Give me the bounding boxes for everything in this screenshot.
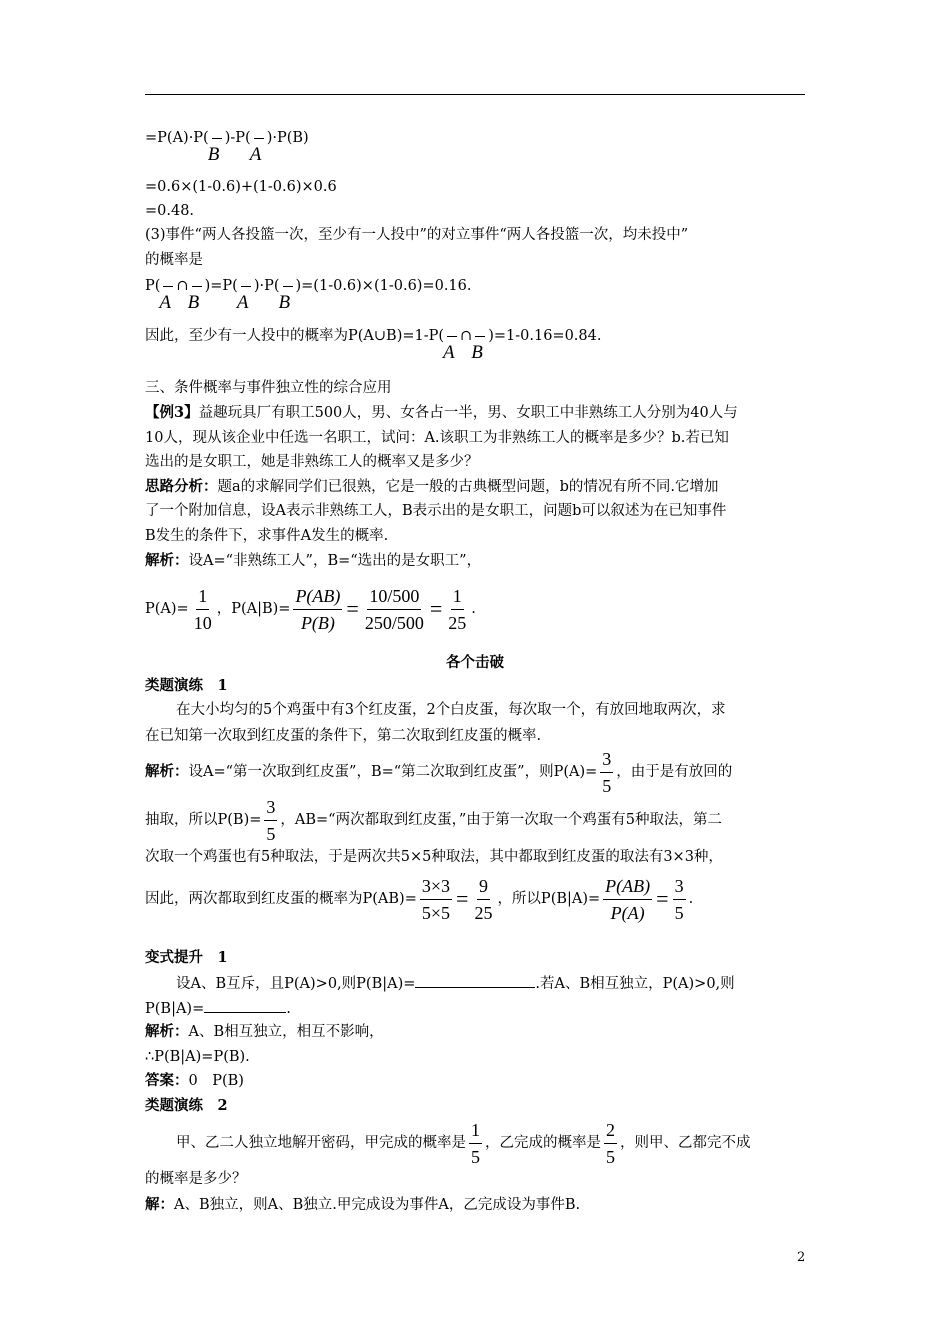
- equals: =: [456, 886, 469, 911]
- denominator: P(A): [610, 902, 645, 923]
- exercise-heading: 类题演练 1: [145, 677, 228, 694]
- variant-line-1: [176, 973, 735, 994]
- text-line: ∴P(B|A)=P(B).: [145, 1049, 250, 1065]
- text: )=P(: [204, 278, 238, 294]
- numerator: P(AB): [603, 875, 652, 900]
- formula-line-5: [145, 326, 602, 363]
- exercise-solution-line-1: [145, 747, 732, 797]
- text: P(: [145, 278, 161, 294]
- text: )·P(B): [266, 130, 309, 146]
- formula-line-4: [145, 276, 472, 313]
- fraction: [420, 875, 452, 924]
- denominator: 250/500: [364, 612, 424, 633]
- exercise-solution-line-2: [145, 795, 722, 845]
- denominator: 5: [606, 1146, 615, 1167]
- numerator: 1: [451, 585, 464, 610]
- text: 因此，至少有一人投中的概率为P(A∪B)=1-P(: [145, 328, 445, 344]
- text: 抽取，所以P(B)=: [145, 812, 262, 828]
- fraction: [469, 1119, 482, 1168]
- exercise-heading: 类题演练 2: [145, 1097, 228, 1114]
- text: ，乙完成的概率是: [485, 1135, 601, 1151]
- formula-line-2: =0.6×(1-0.6)+(1-0.6)×0.6: [145, 179, 337, 195]
- text: .: [286, 1001, 291, 1017]
- fraction: [264, 796, 277, 845]
- text: ∩: [176, 278, 189, 294]
- equals: =: [656, 886, 669, 911]
- solution-line-1: [145, 551, 481, 571]
- var: B: [187, 292, 200, 313]
- fraction: [192, 585, 214, 634]
- denominator: 25: [474, 902, 493, 923]
- example-label: 【例3】: [145, 404, 199, 421]
- variant-line-2: [145, 998, 291, 1019]
- text: P(B|A)=: [145, 1001, 205, 1017]
- answer-blank[interactable]: [415, 973, 535, 988]
- numerator: 10/500: [367, 585, 421, 610]
- exercise-2-line-1: [176, 1118, 751, 1168]
- exercise-2-solution: [145, 1195, 580, 1215]
- text: .: [688, 891, 694, 907]
- text: ，则甲、乙都完不成: [620, 1135, 751, 1151]
- equals: =: [346, 596, 359, 621]
- var: A: [159, 292, 172, 313]
- solution-label: 解析：: [145, 1023, 189, 1040]
- text: =P(A)·P(: [145, 130, 209, 146]
- fraction: [600, 748, 613, 797]
- fraction: [472, 875, 494, 924]
- text-line: 在大小均匀的5个鸡蛋中有3个红皮蛋，2个白皮蛋，每次取一个，有放回地取两次，求: [176, 702, 726, 718]
- fraction: [293, 585, 342, 634]
- text-line: 在已知第一次取到红皮蛋的条件下，第二次取到红皮蛋的概率.: [145, 728, 542, 744]
- denominator: 5: [674, 902, 684, 923]
- variant-heading: 变式提升 1: [145, 949, 228, 966]
- numerator: 3×3: [420, 875, 452, 900]
- complement-bar: [443, 326, 459, 363]
- complement-bar: [159, 276, 175, 313]
- text: )·P(: [253, 278, 280, 294]
- text: 设A=“非熟练工人”，B=“选出的是女职工”，: [188, 553, 482, 569]
- var: B: [207, 144, 220, 165]
- complement-bar: [187, 276, 204, 313]
- solution-label: 解析：: [145, 763, 189, 780]
- text: 设A=“第一次取到红皮蛋”，B=“第二次取到红皮蛋”，则P(A)=: [188, 764, 598, 780]
- solution-label: 解：: [145, 1196, 174, 1213]
- numerator: 2: [604, 1119, 617, 1144]
- numerator: 9: [477, 875, 490, 900]
- analysis-label: 思路分析：: [145, 478, 218, 495]
- denominator: 5: [471, 1146, 480, 1167]
- var: A: [249, 144, 262, 165]
- complement-bar: [236, 276, 253, 313]
- denominator: 25: [448, 612, 467, 633]
- text-line: 的概率是多少？: [145, 1171, 247, 1187]
- variant-solution: [145, 1022, 384, 1042]
- fraction: [363, 585, 426, 634]
- numerator: 3: [264, 796, 277, 821]
- complement-bar: [249, 128, 266, 165]
- text-line: 次取一个鸡蛋也有5种取法，于是两次共5×5种取法，其中都取到红皮蛋的取法有3×3种，: [145, 849, 723, 865]
- denominator: 5: [266, 823, 276, 844]
- answer-label: 答案：: [145, 1072, 189, 1089]
- text: 益趣玩具厂有职工500人，男、女各占一半，男、女职工中非熟练工人分别为40人与: [198, 405, 738, 421]
- text-line: B发生的条件下，求事件A发生的概率.: [145, 528, 389, 544]
- text: 设A、B互斥，且P(A)>0,则P(B|A)=: [176, 976, 416, 992]
- fraction: [603, 875, 652, 924]
- fraction: [673, 875, 686, 924]
- denominator: 5×5: [421, 902, 451, 923]
- numerator: P(AB): [293, 585, 342, 610]
- text: 甲、乙二人独立地解开密码，甲完成的概率是: [176, 1135, 466, 1151]
- text: .: [471, 601, 476, 617]
- var: A: [236, 292, 249, 313]
- text: ∩: [460, 328, 473, 344]
- var: A: [443, 342, 455, 363]
- fraction: [446, 585, 468, 634]
- header-rule: [145, 94, 805, 95]
- example-3-line-1: [145, 403, 738, 423]
- complement-bar: [207, 128, 224, 165]
- text: P(A)=: [145, 601, 189, 617]
- text: 0 P(B): [188, 1073, 244, 1089]
- numerator: 3: [673, 875, 686, 900]
- numerator: 1: [469, 1119, 482, 1144]
- center-title: 各个击破: [446, 654, 504, 671]
- text: A、B独立，则A、B独立.甲完成设为事件A，乙完成设为事件B.: [174, 1197, 581, 1213]
- solution-label: 解析：: [145, 552, 189, 569]
- section-heading: 三、条件概率与事件独立性的综合应用: [145, 380, 392, 396]
- exercise-solution-line-4: [145, 874, 693, 924]
- text: ，所以P(B|A)=: [497, 891, 601, 907]
- text-line: 选出的是女职工，她是非熟练工人的概率又是多少？: [145, 454, 479, 470]
- denominator: P(B): [300, 612, 335, 633]
- page-number: 2: [797, 1250, 806, 1265]
- text: A、B相互独立，相互不影响，: [188, 1024, 384, 1040]
- formula-line-1: [145, 128, 309, 165]
- text: )=(1-0.6)×(1-0.6)=0.16.: [295, 278, 472, 294]
- complement-bar: [278, 276, 295, 313]
- var: B: [278, 292, 291, 313]
- complement-bar: [471, 326, 487, 363]
- text-line: (3)事件“两人各投篮一次，至少有一人投中”的对立事件“两人各投篮一次，均未投中”: [145, 227, 689, 243]
- numerator: 3: [600, 748, 613, 773]
- text-line: 10人，现从该企业中任选一名职工，试问：A.该职工为非熟练工人的概率是多少？b.若已知: [145, 430, 729, 446]
- analysis-line-1: [145, 477, 719, 497]
- equals: =: [429, 596, 443, 621]
- numerator: 1: [196, 585, 209, 610]
- formula-line-3: =0.48.: [145, 203, 195, 219]
- text: ，AB=“两次都取到红皮蛋，”由于第一次取一个鸡蛋有5种取法，第二: [280, 812, 722, 828]
- text: 题a的求解同学们已很熟，它是一般的古典概型问题，b的情况有所不同.它增加: [217, 479, 719, 495]
- answer-blank[interactable]: [204, 998, 286, 1013]
- text-line: 的概率是: [145, 252, 203, 268]
- text: )=1-0.16=0.84.: [488, 328, 602, 344]
- text: 因此，两次都取到红皮蛋的概率为P(AB)=: [145, 891, 417, 907]
- text: )-P(: [224, 130, 251, 146]
- var: B: [471, 342, 483, 363]
- denominator: 5: [602, 775, 612, 796]
- text-line: 了一个附加信息，设A表示非熟练工人，B表示出的是女职工，问题b可以叙述为在已知事件: [145, 503, 727, 519]
- text: ，由于是有放回的: [616, 764, 733, 780]
- fraction: [604, 1119, 617, 1168]
- text: ，P(A|B)=: [216, 601, 291, 617]
- answer-line: [145, 1071, 244, 1091]
- formula-line-6: [145, 584, 476, 634]
- text: .若A、B相互独立，P(A)>0,则: [535, 976, 735, 992]
- denominator: 10: [193, 612, 212, 633]
